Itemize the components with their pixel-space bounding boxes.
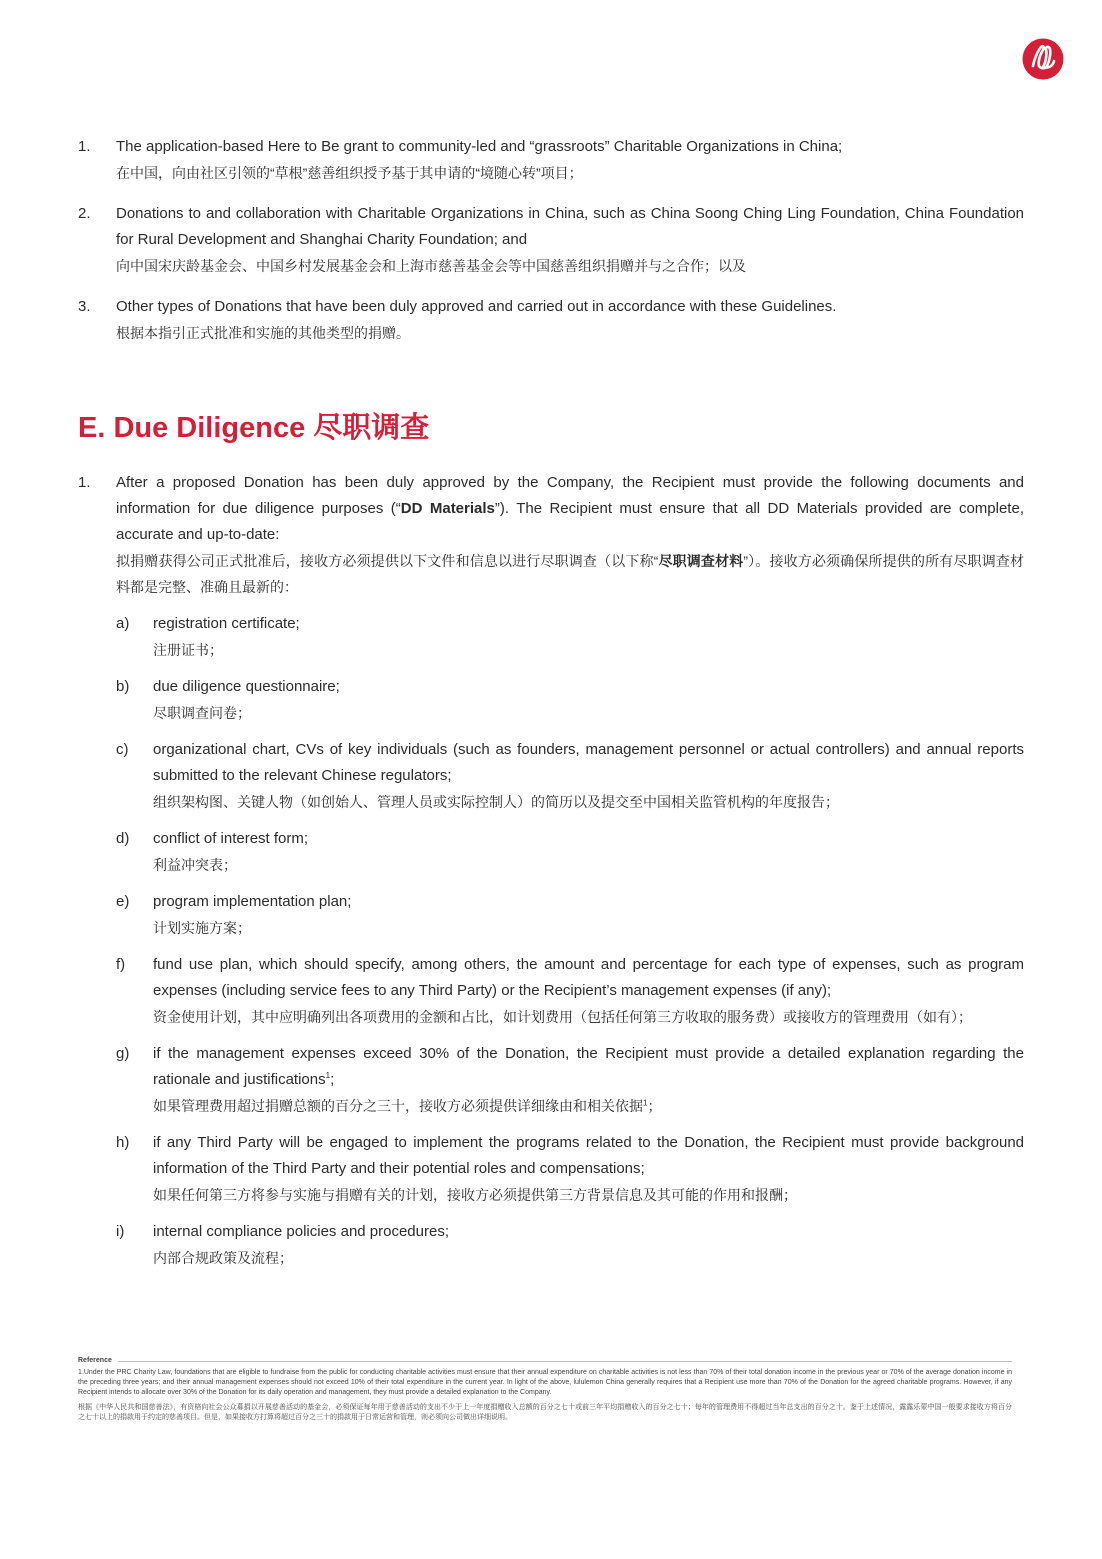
item-text-en: organizational chart, CVs of key individuals (such as founders, management personnel or actual controllers) and annual reports submitted to the relevant Chinese regulators;	[153, 741, 1024, 784]
item-letter: f)	[116, 956, 126, 973]
section-heading: E. Due Diligence 尽职调查	[78, 412, 430, 444]
list-item	[78, 134, 1024, 186]
defined-term: DD Materials	[400, 500, 495, 517]
item-text-zh: 利益冲突表；	[153, 857, 237, 873]
reference-divider	[118, 1361, 1012, 1362]
item-text-en: if any Third Party will be engaged to implement the programs related to the Donation, the Recipient must provide background information of the Third Party and their potential roles and compensations;	[153, 1134, 1024, 1177]
item-text-en: Other types of Donations that have been duly approved and carried out in accordance with these Guidelines.	[116, 298, 837, 315]
footnote-ref: 1	[643, 1098, 648, 1108]
item-text-zh: 组织架构图、关键人物（如创始人、管理人员或实际控制人）的简历以及提交至中国相关监管机构的年度报告；	[153, 794, 839, 810]
list-item	[116, 1219, 1024, 1271]
defined-term: 尽职调查材料	[658, 553, 744, 569]
item-text-en: fund use plan, which should specify, among others, the amount and percentage for each type of expenses, such as program expenses (including service fees to any Third Party) or the Recipient’s management expenses (if any);	[153, 956, 1024, 999]
list-item	[78, 294, 1024, 346]
text-segment: if the management expenses exceed 30% of the Donation, the Recipient must provide a detailed explanation regarding the rationale and justifications	[153, 1045, 1024, 1088]
item-text-en	[116, 470, 1024, 548]
item-text-en: due diligence questionnaire;	[153, 678, 340, 695]
item-text-en: The application-based Here to Be grant to community-led and “grassroots” Charitable Organizations in China;	[116, 138, 843, 155]
item-letter: e)	[116, 893, 130, 910]
list-item	[116, 674, 1024, 726]
item-text-zh: 注册证书；	[153, 642, 223, 658]
item-text-zh: 资金使用计划，其中应明确列出各项费用的金额和占比，如计划费用（包括任何第三方收取的服务费）或接收方的管理费用（如有）；	[153, 1009, 972, 1025]
reference-footnote	[78, 1356, 1012, 1428]
item-number: 3.	[78, 298, 91, 315]
item-letter: b)	[116, 678, 130, 695]
text-segment: ”）。接收方必须确保所提供的所有尽职调查材料都是完整、准确且最新的：	[116, 553, 1024, 595]
item-number: 1.	[78, 474, 91, 491]
text-segment: ；	[647, 1098, 662, 1114]
footnote-ref: 1	[325, 1071, 331, 1080]
item-text-zh: 内部合规政策及流程；	[153, 1250, 293, 1266]
lululemon-logo-icon	[1022, 38, 1064, 80]
text-segment: ”). The Recipient must ensure that all DD Materials provided are complete, accurate and up-to-date:	[116, 500, 1024, 543]
dd-materials-list	[116, 611, 1024, 1271]
item-text-en: internal compliance policies and procedures;	[153, 1223, 450, 1240]
item-letter: h)	[116, 1134, 130, 1151]
item-text-en: conflict of interest form;	[153, 830, 309, 847]
page-content	[78, 134, 1024, 1286]
item-text-zh: 向中国宋庆龄基金会、中国乡村发展基金会和上海市慈善基金会等中国慈善组织捐赠并与之合作；以及	[116, 258, 746, 274]
list-item	[116, 1130, 1024, 1208]
item-text-zh: 在中国，向由社区引领的“草根”慈善组织授予基于其申请的“境随心转”项目；	[116, 165, 583, 181]
item-text-zh: 如果任何第三方将参与实施与捐赠有关的计划，接收方必须提供第三方背景信息及其可能的作用和报酬；	[153, 1187, 797, 1203]
text-segment: After a proposed Donation has been duly approved by the Company, the Recipient must provide the following documents and information for due diligence purposes (“	[116, 474, 1024, 517]
item-text-en: program implementation plan;	[153, 893, 352, 910]
dd-main-item	[78, 470, 1024, 1271]
text-segment: 拟捐赠获得公司正式批准后，接收方必须提供以下文件和信息以进行尽职调查（以下称“	[116, 553, 659, 569]
item-text-zh: 计划实施方案；	[153, 920, 251, 936]
reference-text-en: 1.Under the PRC Charity Law, foundations that are eligible to fundraise from the public for conducting charitable activities must ensure that their annual expenditure on charitable activities is not less than 70% of their total donation income in the previous year or 70% of the average donation income in the preceding three years; and their annual management expenses should not exceed 10% of their total expenditure in the current year. In light of the above, lululemon China generally requires that a Recipient use more than 70% of the Donation for the agreed charitable programs. However, if any Recipient intends to allocate over 30% of the Donation for its daily operation and management, they must provide a detailed explanation to the Company.	[78, 1369, 1012, 1396]
reference-text-zh: 根据《中华人民共和国慈善法》，有资格向社会公众募捐以开展慈善活动的基金会，必须保证每年用于慈善活动的支出不少于上一年度捐赠收入总额的百分之七十或前三年平均捐赠收入的百分之七十；每年的管理费用不得超过当年总支出的百分之十。鉴于上述情况，露露乐蒙中国一般要求接收方将百分之七十以上的捐款用于约定的慈善项目。但是，如果接收方打算将超过百分之三十的捐款用于日常运营和管理，则必须向公司做出详细说明。	[78, 1404, 1012, 1421]
item-letter: d)	[116, 830, 130, 847]
list-item	[116, 952, 1024, 1030]
list-item	[116, 611, 1024, 663]
list-item	[116, 889, 1024, 941]
item-text-zh	[116, 548, 1024, 600]
item-letter: g)	[116, 1045, 130, 1062]
item-text-zh	[153, 1093, 1024, 1119]
item-text-zh: 根据本指引正式批准和实施的其他类型的捐赠。	[116, 325, 410, 341]
list-item	[116, 737, 1024, 815]
intro-list	[78, 134, 1024, 346]
item-text-en: registration certificate;	[153, 615, 300, 632]
reference-title: Reference	[78, 1357, 112, 1364]
item-text-en: Donations to and collaboration with Charitable Organizations in China, such as China Soong Ching Ling Foundation, China Foundation for Rural Development and Shanghai Charity Foundation; and	[116, 205, 1024, 248]
text-segment: 如果管理费用超过捐赠总额的百分之三十，接收方必须提供详细缘由和相关依据	[153, 1098, 643, 1114]
list-item	[116, 1041, 1024, 1119]
item-number: 1.	[78, 138, 91, 155]
list-item	[78, 201, 1024, 279]
item-letter: a)	[116, 615, 130, 632]
item-letter: i)	[116, 1223, 125, 1240]
list-item	[116, 826, 1024, 878]
item-text-en	[153, 1041, 1024, 1093]
item-text-zh: 尽职调查问卷；	[153, 705, 251, 721]
text-segment: ;	[330, 1071, 335, 1088]
item-number: 2.	[78, 205, 91, 222]
item-letter: c)	[116, 741, 129, 758]
